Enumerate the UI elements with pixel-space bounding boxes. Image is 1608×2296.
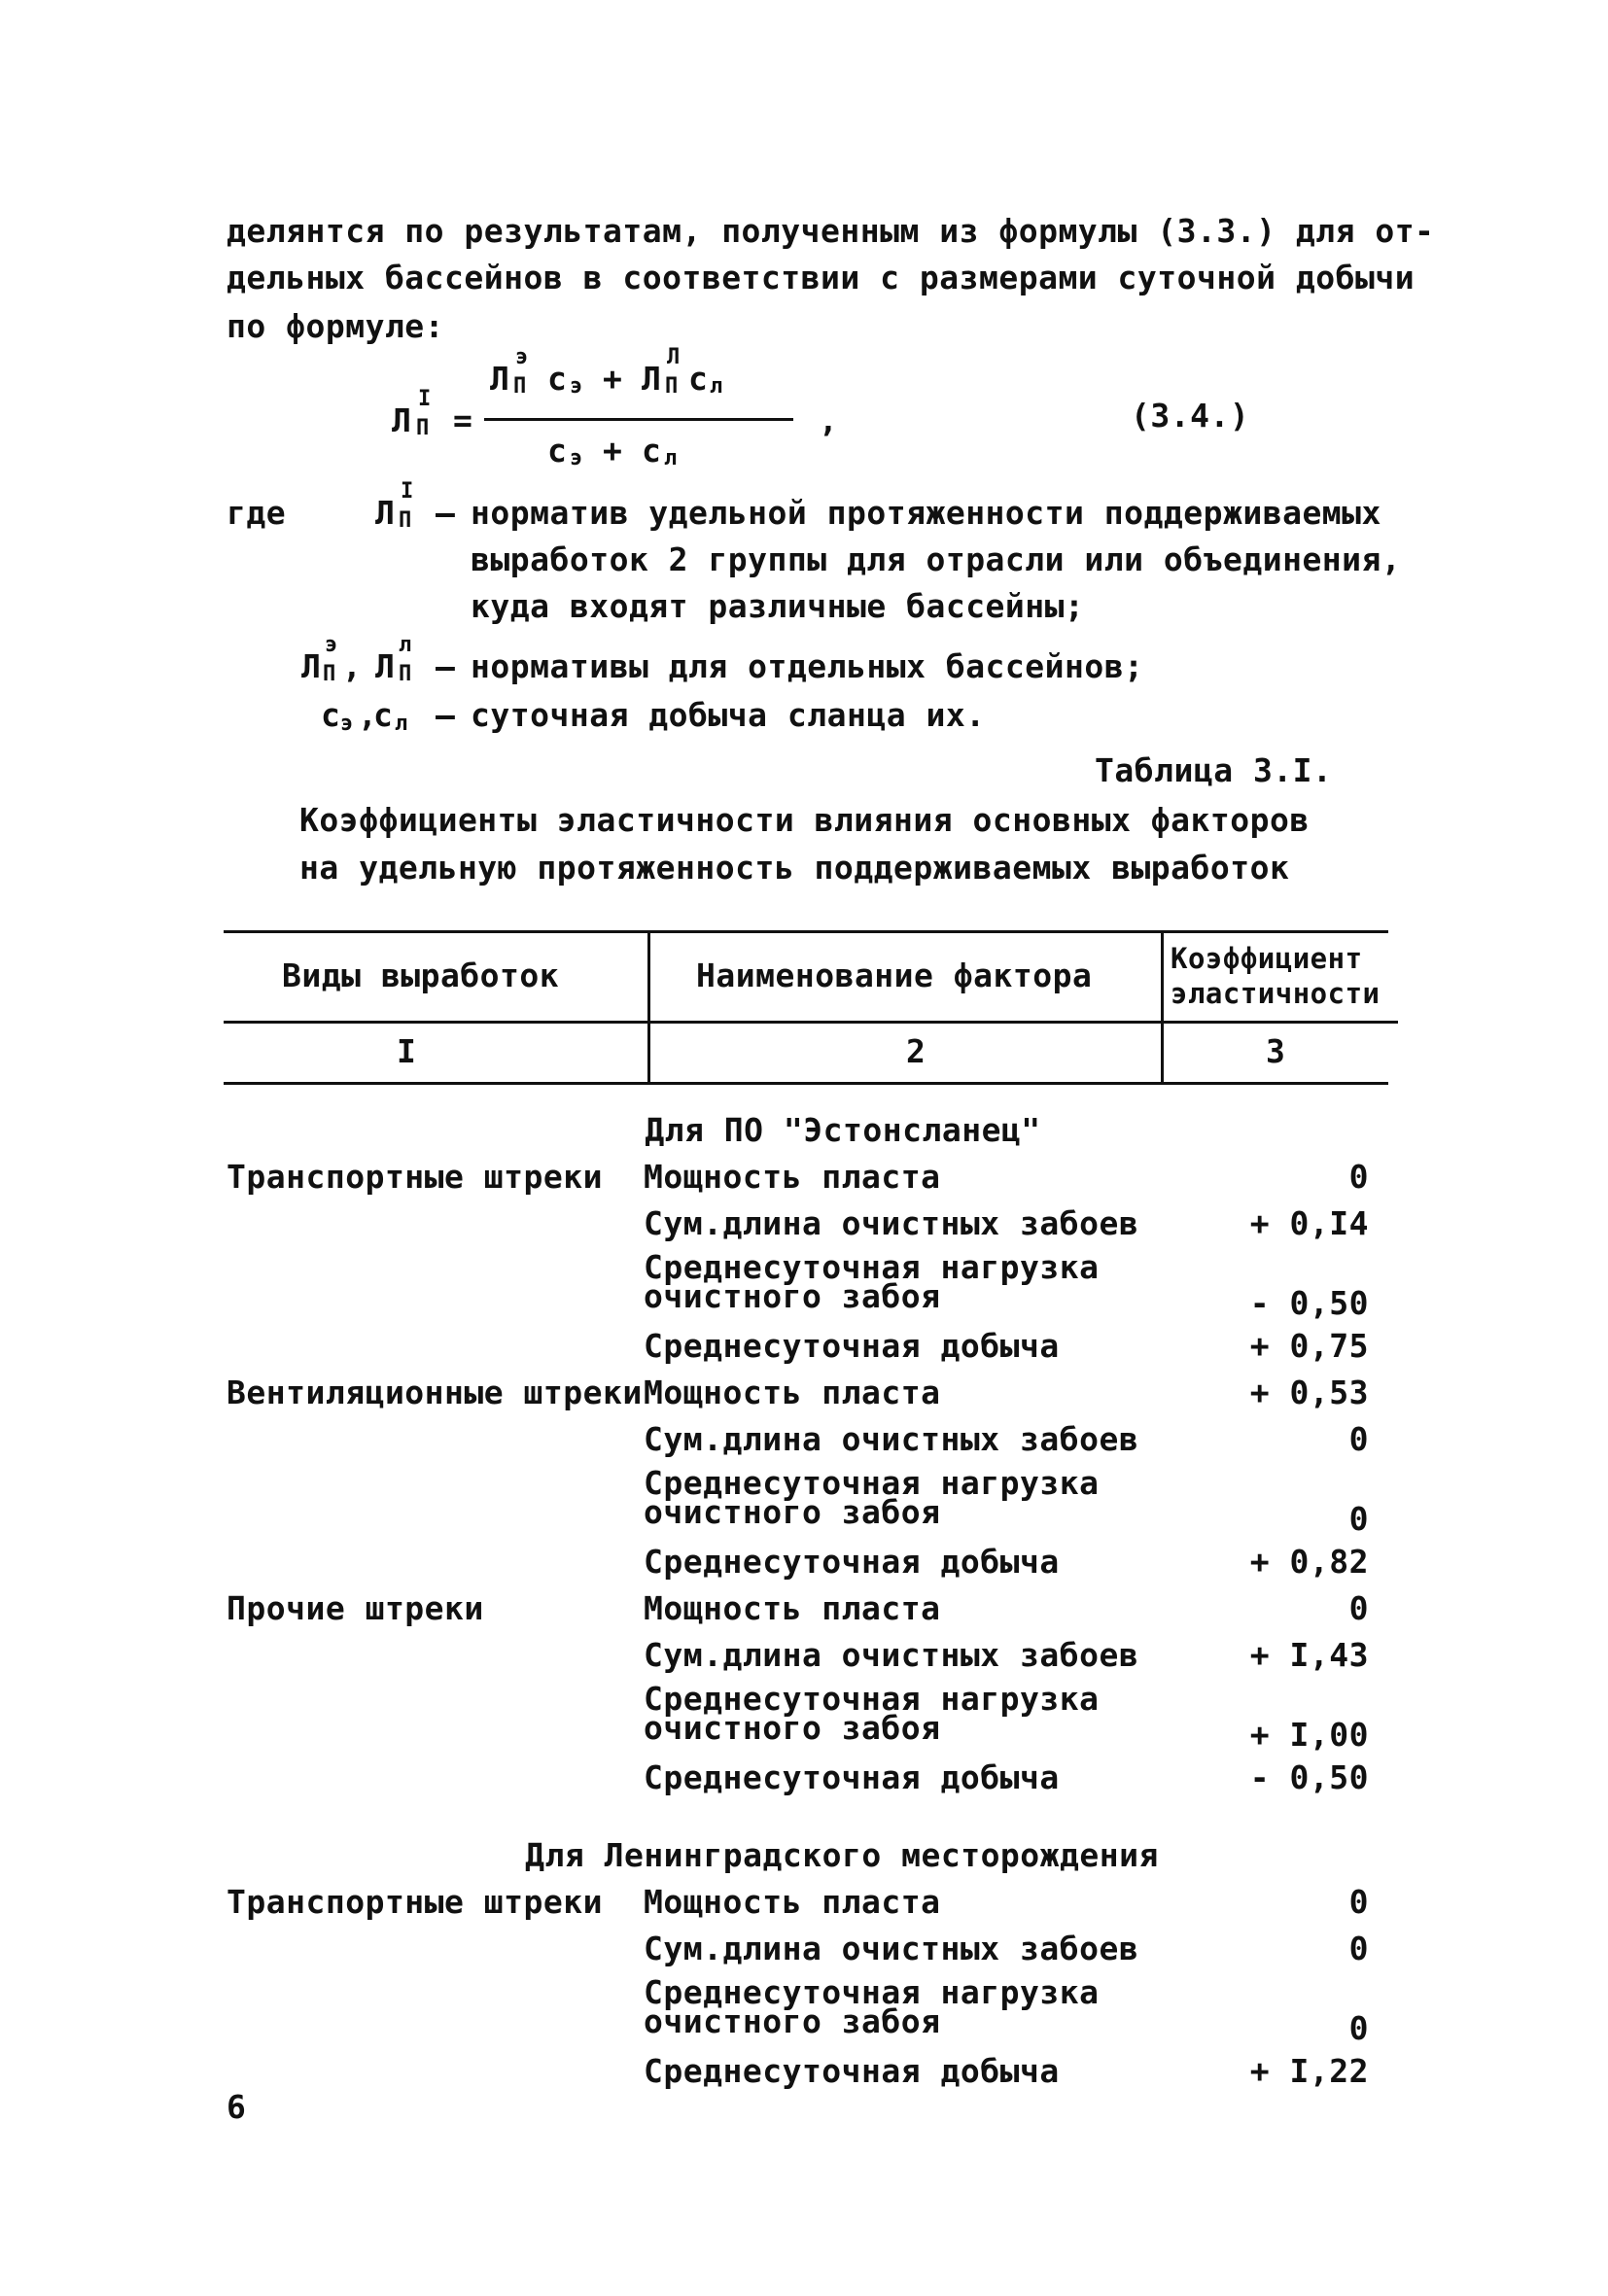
where-sym3a-sub: э: [340, 712, 354, 736]
row-factor: Мощность пласта: [644, 1589, 941, 1627]
formula-comma: ,: [819, 401, 839, 439]
row-value: + 0,53: [1249, 1374, 1369, 1411]
row-value: + I,22: [1249, 2052, 1369, 2090]
row-factor: Сум.длина очистных забоев: [644, 1204, 1139, 1242]
row-value: 0: [1348, 1420, 1369, 1458]
row-kind: Прочие штреки: [227, 1589, 484, 1627]
row-value: 0: [1348, 1158, 1369, 1196]
formula-eq: =: [453, 401, 473, 439]
row-factor: Среднесуточная добыча: [644, 1543, 1060, 1581]
table-label: Таблица 3.I.: [1095, 751, 1333, 789]
row-factor: очистного забоя: [644, 1709, 941, 1747]
row-kind: Транспортные штреки: [227, 1158, 603, 1196]
row-factor: Сум.длина очистных забоев: [644, 1930, 1139, 1967]
where-dash-2: –: [436, 647, 456, 685]
where-sym2b-sup: л: [399, 633, 412, 657]
page-number: 6: [227, 2088, 247, 2126]
formula-den-sub2: л: [664, 446, 678, 470]
row-value: 0: [1348, 1589, 1369, 1627]
row-value: + 0,I4: [1249, 1204, 1369, 1242]
row-value: + I,43: [1249, 1636, 1369, 1674]
row-value: + I,00: [1249, 1716, 1369, 1754]
formula-den-c2: с: [642, 432, 662, 470]
where-def2: нормативы для отдельных бассейнов;: [471, 647, 1144, 685]
where-sym2a: Л: [301, 647, 322, 685]
where-sym1-sup: I: [401, 479, 414, 504]
formula-den-c1: с: [547, 432, 568, 470]
where-def3: суточная добыча сланца их.: [471, 696, 986, 734]
formula-num-a-sup: э: [515, 345, 529, 369]
row-value: 0: [1348, 1500, 1369, 1538]
header-factor: Наименование фактора: [696, 957, 1093, 994]
row-kind: Вентиляционные штреки: [227, 1374, 643, 1411]
where-sym2b-sub: П: [399, 662, 412, 686]
table-divider-2: [1161, 933, 1164, 1082]
intro-line-3: по формуле:: [227, 307, 445, 345]
where-sym3a: с: [321, 696, 341, 734]
col-number-1: I: [397, 1032, 417, 1070]
row-factor: очистного забоя: [644, 1277, 941, 1315]
row-factor: Среднесуточная нагрузка: [644, 1464, 1100, 1502]
table-top-rule: [224, 930, 1388, 933]
section-title: Для Ленинградского месторождения: [525, 1836, 1159, 1874]
where-sym3b: с: [373, 696, 394, 734]
intro-line-2: дельных бассейнов в соответствии с размерами суточной добычи: [227, 259, 1416, 296]
header-kind: Виды выработок: [282, 957, 560, 994]
where-def1-line2: выработок 2 группы для отрасли или объединения,: [471, 540, 1402, 578]
formula-num-b: Л: [642, 360, 662, 398]
table-title-2: на удельную протяженность поддерживаемых выработок: [299, 849, 1290, 887]
row-factor: Среднесуточная добыча: [644, 2052, 1060, 2090]
formula-lhs: Л: [392, 401, 412, 439]
formula-num-a-sub: П: [513, 374, 527, 399]
row-factor: Сум.длина очистных забоев: [644, 1420, 1139, 1458]
where-def1-line1: норматив удельной протяженности поддерживаемых: [471, 494, 1381, 532]
where-dash-1: –: [436, 494, 456, 532]
col-number-3: 3: [1266, 1032, 1286, 1070]
formula-number: (3.4.): [1131, 397, 1250, 435]
formula-num-a-c: с: [547, 360, 568, 398]
formula-num-b-c: с: [688, 360, 709, 398]
row-factor: Среднесуточная нагрузка: [644, 1973, 1100, 2011]
row-kind: Транспортные штреки: [227, 1883, 603, 1921]
col-number-2: 2: [906, 1032, 926, 1070]
where-sym3-sep: ,: [358, 696, 378, 734]
section-title: Для ПО "Эстонсланец": [645, 1111, 1041, 1149]
formula-num-b-sup: Л: [667, 345, 681, 369]
table-title-1: Коэффициенты эластичности влияния основных факторов: [299, 801, 1310, 839]
row-factor: Мощность пласта: [644, 1374, 941, 1411]
row-factor: Среднесуточная нагрузка: [644, 1248, 1100, 1286]
fraction-bar: [484, 418, 793, 421]
row-value: + 0,75: [1249, 1327, 1369, 1365]
where-dash-3: –: [436, 696, 456, 734]
row-factor: Среднесуточная нагрузка: [644, 1680, 1100, 1718]
row-factor: очистного забоя: [644, 2002, 941, 2040]
formula-den-plus: +: [603, 432, 623, 470]
row-value: 0: [1348, 2009, 1369, 2047]
row-factor: очистного забоя: [644, 1493, 941, 1531]
formula-num-b-csub: л: [710, 374, 723, 399]
row-factor: Сум.длина очистных забоев: [644, 1636, 1139, 1674]
where-sym3b-sub: л: [395, 712, 408, 736]
row-value: 0: [1348, 1930, 1369, 1967]
where-def1-line3: куда входят различные бассейны;: [471, 587, 1085, 625]
where-sym2-sep: ,: [342, 647, 363, 685]
formula-lhs-sup: I: [418, 387, 432, 411]
formula-lhs-sub: П: [416, 416, 430, 440]
formula-plus: +: [603, 360, 623, 398]
where-sym2a-sup: э: [325, 633, 338, 657]
where-sym2a-sub: П: [323, 662, 336, 686]
header-coef-2: эластичности: [1171, 977, 1381, 1010]
table-divider-1: [647, 933, 650, 1082]
formula-num-a-csub: э: [570, 374, 583, 399]
row-value: + 0,82: [1249, 1543, 1369, 1581]
table-numbers-rule: [224, 1082, 1388, 1085]
intro-line-1: делянтся по результатам, полученным из формулы (3.3.) для от-: [227, 212, 1435, 250]
where-label: где: [227, 494, 287, 532]
row-factor: Среднесуточная добыча: [644, 1758, 1060, 1796]
row-value: - 0,50: [1249, 1758, 1369, 1796]
where-sym1: Л: [375, 494, 396, 532]
where-sym1-sub: П: [399, 508, 412, 533]
where-sym2b: Л: [375, 647, 396, 685]
row-factor: Среднесуточная добыча: [644, 1327, 1060, 1365]
row-factor: Мощность пласта: [644, 1158, 941, 1196]
row-factor: Мощность пласта: [644, 1883, 941, 1921]
header-coef-1: Коэффициент: [1171, 942, 1363, 975]
row-value: 0: [1348, 1883, 1369, 1921]
formula-num-b-sub: П: [665, 374, 679, 399]
formula-den-sub1: э: [570, 446, 583, 470]
formula-num-a: Л: [490, 360, 510, 398]
table-header-rule: [224, 1021, 1398, 1024]
row-value: - 0,50: [1249, 1284, 1369, 1322]
